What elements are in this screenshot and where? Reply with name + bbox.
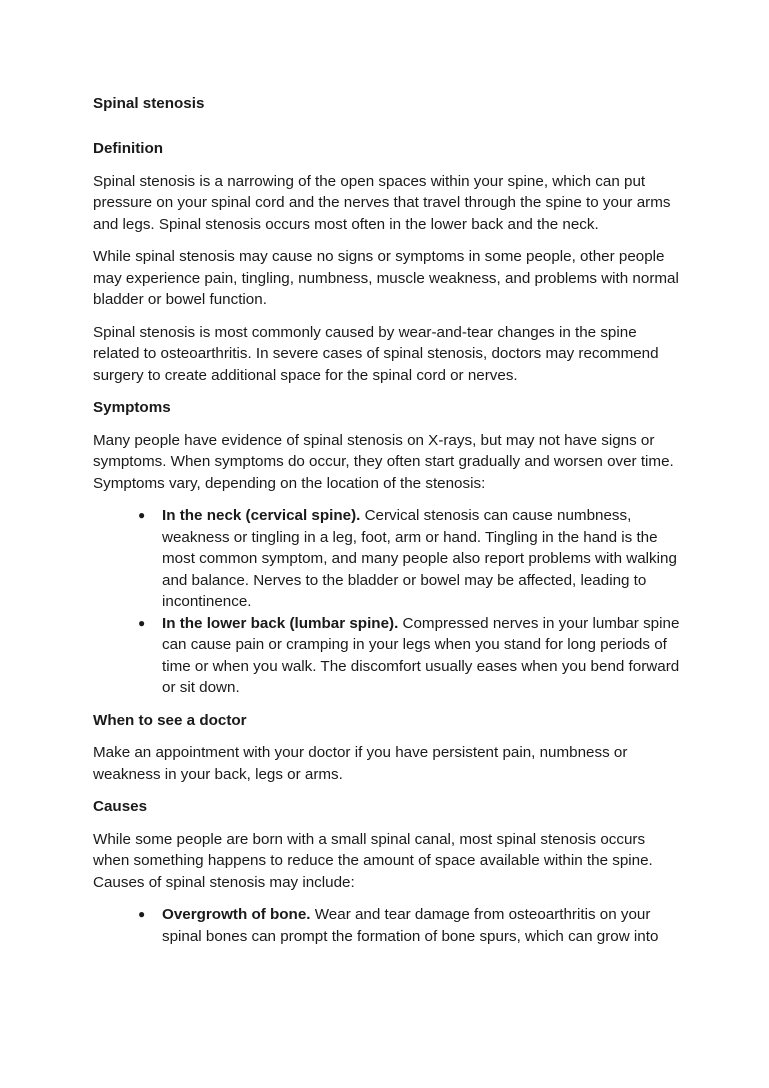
definition-paragraph-3: Spinal stenosis is most commonly caused by wear-and-tear changes in the spine related to osteoarthritis. In severe cases of spinal stenosis, doctors may recommend surgery to create additional space for the spinal cord or nerves. bbox=[93, 323, 659, 384]
list-item bbox=[93, 505, 683, 613]
list-item-lead: In the lower back (lumbar spine). bbox=[162, 614, 399, 632]
list-item-lead: In the neck (cervical spine). bbox=[162, 507, 361, 524]
symptoms-paragraph: Many people have evidence of spinal stenosis on X-rays, but may not have signs or symptoms. When symptoms do occur, they often start gradually and worsen over time. Symptoms vary, depending on the location of the stenosis: bbox=[93, 431, 674, 492]
definition-paragraph-1: Spinal stenosis is a narrowing of the open spaces within your spine, which can put pressure on your spinal cord and the nerves that travel through the spine to your arms and legs. Spinal stenosis occurs most often in the lower back and the neck. bbox=[93, 172, 671, 233]
doctor-heading: When to see a doctor bbox=[93, 711, 247, 729]
list-item-text: Compressed nerves in your lumbar spine can cause pain or cramping in your legs when you stand for long periods of time or when you walk. The discomfort usually eases when you bend forward or sit down. bbox=[162, 614, 680, 696]
bullet-icon: ● bbox=[138, 615, 146, 630]
causes-section bbox=[93, 796, 683, 947]
definition-paragraph-2: While spinal stenosis may cause no signs or symptoms in some people, other people may experience pain, tingling, numbness, muscle weakness, and problems with normal bladder or bowel function. bbox=[93, 248, 679, 308]
bullet-icon: ● bbox=[138, 508, 146, 522]
causes-list bbox=[93, 904, 683, 947]
definition-section bbox=[93, 138, 683, 386]
causes-heading: Causes bbox=[93, 798, 148, 815]
doctor-paragraph: Make an appointment with your doctor if you have persistent pain, numbness or weakness in your back, legs or arms. bbox=[93, 744, 628, 783]
list-item-text: Wear and tear damage from osteoarthritis on your spinal bones can prompt the formation of bone spurs, which can grow into bbox=[162, 906, 659, 945]
causes-paragraph: While some people are born with a small spinal canal, most spinal stenosis occurs when something happens to reduce the amount of space available within the spine. Causes of spinal stenosis may include: bbox=[93, 830, 653, 891]
list-item bbox=[93, 613, 683, 699]
symptoms-section bbox=[93, 397, 683, 699]
document-title: Spinal stenosis bbox=[93, 95, 205, 112]
symptoms-list bbox=[93, 505, 683, 699]
list-item-lead: Overgrowth of bone. bbox=[162, 906, 311, 923]
document-body bbox=[93, 138, 683, 958]
symptoms-heading: Symptoms bbox=[93, 399, 171, 416]
list-item bbox=[93, 904, 683, 947]
doctor-section bbox=[93, 710, 683, 786]
list-item-text: Cervical stenosis can cause numbness, weakness or tingling in a leg, foot, arm or hand. Tingling in the hand is the most common symptom, and many people also report problems with walking and balance. Nerves to the bladder or bowel may be affected, leading to incontinence. bbox=[162, 507, 677, 610]
bullet-icon: ● bbox=[138, 907, 146, 921]
definition-heading: Definition bbox=[93, 140, 164, 157]
